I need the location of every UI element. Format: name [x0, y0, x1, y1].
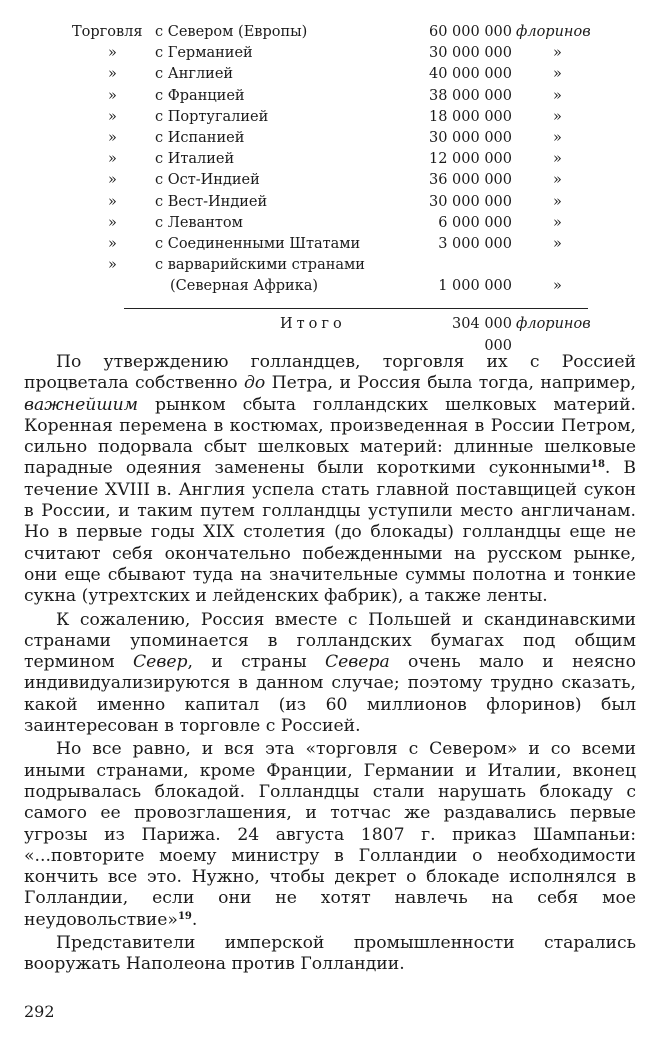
- trade-row: [72, 64, 592, 85]
- paragraph-1-text: рынком сбыта голландских шелковых материй. Коренная перемена в костюмах, произведенная в России Петром, сильно подорвала сбыт шелковых материй: длинные шелковые парадные одеяния заменены были короткими суконными: [24, 394, 636, 479]
- paragraph-3-text: Но все равно, и вся эта «торговля с Севером» и со всеми иными странами, кроме Франции, Германии и Италии, вконец подрывалась блокадой. Голландцы стали нарушать блокаду с самого ее провозглашения, и тотчас же раздавались первые угрозы из Парижа. 24 августа 1807 г. приказ Шампаньи: «...повторите моему министру в Голландии о необходимости кончить все это. Нужно, чтобы декрет о блокаде исполнялся в Голландии, если они не хотят навлечь на себя мое неудовольствие»: [24, 739, 636, 930]
- emphasis-do: до: [244, 373, 266, 394]
- trade-row: [72, 149, 592, 170]
- trade-amount: 6 000 000: [438, 214, 512, 231]
- trade-country: с Италией: [155, 151, 235, 168]
- paragraph-2-text: очень мало и неясно индивидуализируются в данном случае; поэтому трудно сказать, какой именно капитал (из 60 миллионов флоринов) был заинтересован в торговле с Россией.: [24, 652, 636, 737]
- paragraph-1-text: По утверждению голландцев, торговля их с Россией процветала собственно: [24, 352, 636, 394]
- ditto-mark: »: [108, 235, 117, 252]
- trade-amount: 36 000 000: [428, 172, 512, 189]
- trade-country: с Ост-Индией: [155, 172, 260, 189]
- paragraph-2: [24, 610, 636, 738]
- trade-row-continued: [72, 276, 592, 297]
- total-amount: 304 000 000: [452, 316, 512, 354]
- ditto-mark: »: [553, 87, 562, 104]
- ditto-mark: »: [553, 66, 562, 83]
- total-unit: флоринов: [516, 316, 591, 332]
- footnote-ref-18[interactable]: 18: [591, 459, 605, 471]
- ditto-mark: »: [108, 129, 117, 146]
- paragraph-3-text: .: [191, 909, 198, 930]
- trade-row: [72, 22, 592, 43]
- ditto-mark: »: [108, 172, 117, 189]
- ditto-mark: »: [108, 66, 117, 83]
- trade-row: [72, 128, 592, 149]
- trade-country: (Северная Африка): [170, 278, 319, 295]
- paragraph-3: [24, 739, 636, 931]
- trade-country: с варварийскими странами: [155, 257, 365, 274]
- trade-country: с Вест-Индией: [155, 193, 268, 210]
- ditto-mark: »: [553, 45, 562, 62]
- trade-amount: 30 000 000: [428, 193, 512, 210]
- paragraph-2-text: , и страны: [187, 652, 325, 673]
- body-text: [24, 352, 636, 976]
- trade-row: [72, 192, 592, 213]
- emphasis-severa: Севера: [324, 652, 390, 673]
- ditto-mark: »: [108, 214, 117, 231]
- ditto-mark: »: [553, 129, 562, 146]
- ditto-mark: »: [553, 172, 562, 189]
- ditto-mark: »: [108, 108, 117, 125]
- paragraph-1: [24, 352, 636, 608]
- trade-country: с Францией: [155, 87, 245, 104]
- ditto-mark: »: [108, 87, 117, 104]
- trade-label: Торговля: [72, 24, 143, 40]
- trade-country: с Испанией: [155, 129, 245, 146]
- ditto-mark: »: [553, 214, 562, 231]
- total-row: [72, 313, 592, 354]
- trade-amount: 1 000 000: [438, 278, 512, 295]
- page-number: 292: [24, 1002, 55, 1021]
- total-rule: [124, 308, 588, 309]
- trade-amount: 60 000 000: [428, 24, 512, 40]
- ditto-mark: »: [553, 235, 562, 252]
- trade-amount: 38 000 000: [428, 87, 512, 104]
- trade-row: [72, 213, 592, 234]
- paragraph-1-text: Петра, и Россия была тогда, например,: [265, 373, 636, 394]
- ditto-mark: »: [108, 193, 117, 210]
- unit-label: флоринов: [516, 24, 591, 40]
- trade-country: с Соединенными Штатами: [155, 235, 361, 252]
- trade-row: [72, 107, 592, 128]
- paragraph-4: [24, 933, 636, 976]
- trade-amount: 18 000 000: [428, 108, 512, 125]
- trade-amount: 30 000 000: [428, 129, 512, 146]
- ditto-mark: »: [553, 151, 562, 168]
- trade-amount: 30 000 000: [428, 45, 512, 62]
- trade-row: [72, 86, 592, 107]
- trade-country: с Португалией: [155, 108, 269, 125]
- paragraph-4-text: Представители имперской промышленности старались вооружать Наполеона против Голландии.: [24, 933, 636, 975]
- paragraph-1-text: . В течение XVIII в. Англия успела стать главной поставщицей сукон в России, и таким путем голландцы уступили место англичанам. Но в первые годы XIX столетия (до блокады) голландцы еще не считают себя окончательно побежденными на русском рынке, они еще сбывают туда на значительные суммы полотна и тонкие сукна (утрехтских и лейденских фабрик), а также ленты.: [24, 458, 636, 607]
- trade-row: [72, 43, 592, 64]
- ditto-mark: »: [553, 278, 562, 295]
- trade-amount: 3 000 000: [438, 235, 512, 252]
- trade-table: [72, 22, 592, 297]
- trade-row: [72, 234, 592, 255]
- footnote-ref-19[interactable]: 19: [177, 910, 192, 922]
- ditto-mark: »: [553, 193, 562, 210]
- trade-country: с Севером (Европы): [155, 24, 308, 40]
- paragraph-2-text: К сожалению, Россия вместе с Польшей и скандинавскими странами упоминается в голландских бумагах под общим термином: [24, 609, 636, 673]
- emphasis-sever: Север: [133, 652, 188, 673]
- trade-amount: 40 000 000: [428, 66, 512, 83]
- trade-country: с Левантом: [155, 214, 243, 231]
- ditto-mark: »: [108, 257, 117, 274]
- ditto-mark: »: [108, 45, 117, 62]
- trade-country: с Германией: [155, 45, 253, 62]
- ditto-mark: »: [553, 108, 562, 125]
- ditto-mark: »: [108, 151, 117, 168]
- emphasis-vazhneyshim: важнейшим: [24, 394, 138, 415]
- trade-country: с Англией: [155, 66, 234, 83]
- trade-amount: 12 000 000: [428, 151, 512, 168]
- total-label: Итого: [280, 316, 346, 332]
- trade-row: [72, 255, 592, 276]
- trade-row: [72, 170, 592, 191]
